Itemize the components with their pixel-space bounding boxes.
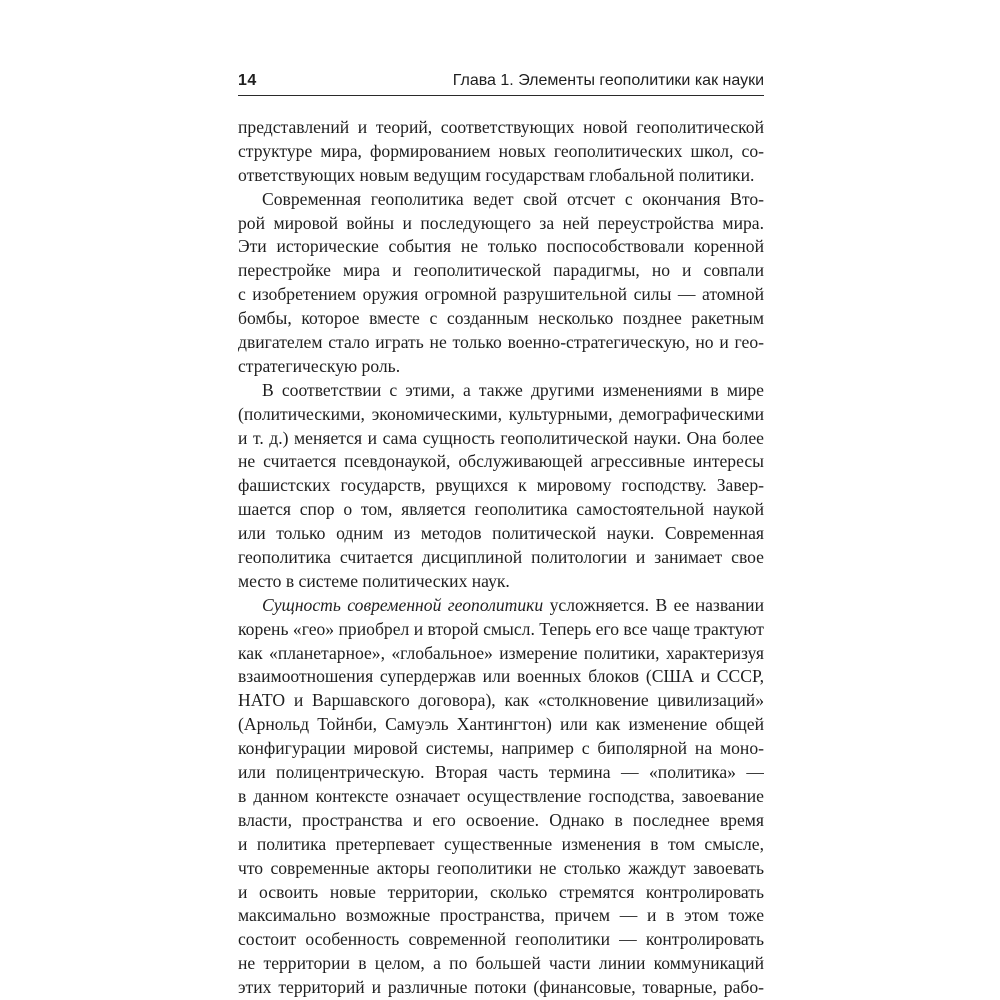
text-line: что современные акторы геополитики не столько жаждут завоевать [238,857,764,878]
text-line: геополитика считается дисциплиной политологии и занимает свое [238,547,764,568]
text-line: Эти исторические события не только поспособствовали коренной [238,236,764,257]
text-line: место в системе политических наук. [238,570,510,591]
header-rule [238,95,764,96]
text-line: НАТО и Варшавского договора), как «столкновение цивилизаций» [238,690,764,711]
text-line: с изобретением оружия огромной разрушительной силы — атомной [238,284,764,305]
text-line: рой мировой войны и последующего за ней переустройства мира. [238,212,764,233]
text-line: конфигурации мировой системы, например с биполярной на моно- [238,738,764,759]
text-line: структуре мира, формированием новых геополитических школ, со- [238,140,764,161]
text-line: двигателем стало играть не только военно-стратегическую, но и гео- [238,332,764,353]
text-line: взаимоотношения супердержав или военных блоков (США и СССР, [238,666,764,687]
text-line: и освоить новые территории, сколько стремятся контролировать [238,881,764,902]
text-line: бомбы, которое вместе с созданным несколько позднее ракетным [238,308,764,329]
text-line: представлений и теорий, соответствующих новой геополитической [238,117,764,137]
text-line: максимально возможные пространства, причем — и в этом тоже [238,905,764,926]
text-line: перестройке мира и геополитической парадигмы, но и совпали [238,260,764,281]
text-line: и политика претерпевает существенные изменения в том смысле, [238,833,764,854]
text-line: и т. д.) меняется и сама сущность геополитической науки. Она более [238,427,764,448]
running-header [238,66,764,94]
text-line: как «планетарное», «глобальное» измерение политики, характеризуя [238,642,764,663]
text-line-italic-lead [238,594,764,618]
text-line: состоит особенность современной геополитики — контролировать [238,929,764,950]
text-line: шается спор о том, является геополитика самостоятельной наукой [238,499,764,520]
text-line: ответствующих новым ведущим государствам глобальной политики. [238,164,755,185]
text-line: стратегическую роль. [238,355,401,376]
text-line: фашистских государств, рвущихся к мировому господству. Завер- [238,475,764,496]
text-line: власти, пространства и его освоение. Однако в последнее время [238,809,764,830]
italic-line-rest: усложняется. В ее названии [543,594,764,615]
text-line: или только одним из методов политической науки. Современная [238,523,764,544]
text-line: (Арнольд Тойнби, Самуэль Хантингтон) или как изменение общей [238,714,764,735]
text-line: В соответствии с этими, а также другими изменениями в мире [262,379,764,400]
text-line: Современная геополитика ведет свой отсчет с окончания Вто- [262,188,764,209]
text-line: или полицентрическую. Вторая часть термина — «политика» — [238,762,764,783]
text-line: (политическими, экономическими, культурными, демографическими [238,403,764,424]
text-line: корень «гео» приобрел и второй смысл. Теперь его все чаще трактуют [238,618,764,639]
text-line: не считается псевдонаукой, обслуживающей агрессивные интересы [238,451,764,472]
text-line: этих территорий и различные потоки (финансовые, товарные, рабо- [238,977,764,998]
chapter-title: Глава 1. Элементы геополитики как науки [452,72,764,89]
page-number: 14 [238,72,257,89]
italic-term: Сущность современной геополитики [262,594,544,615]
text-line: в данном контексте означает осуществление господства, завоевание [238,785,764,806]
text-line: не территории в целом, а по большей части линии коммуникаций [238,953,764,974]
body-text [238,116,764,1000]
